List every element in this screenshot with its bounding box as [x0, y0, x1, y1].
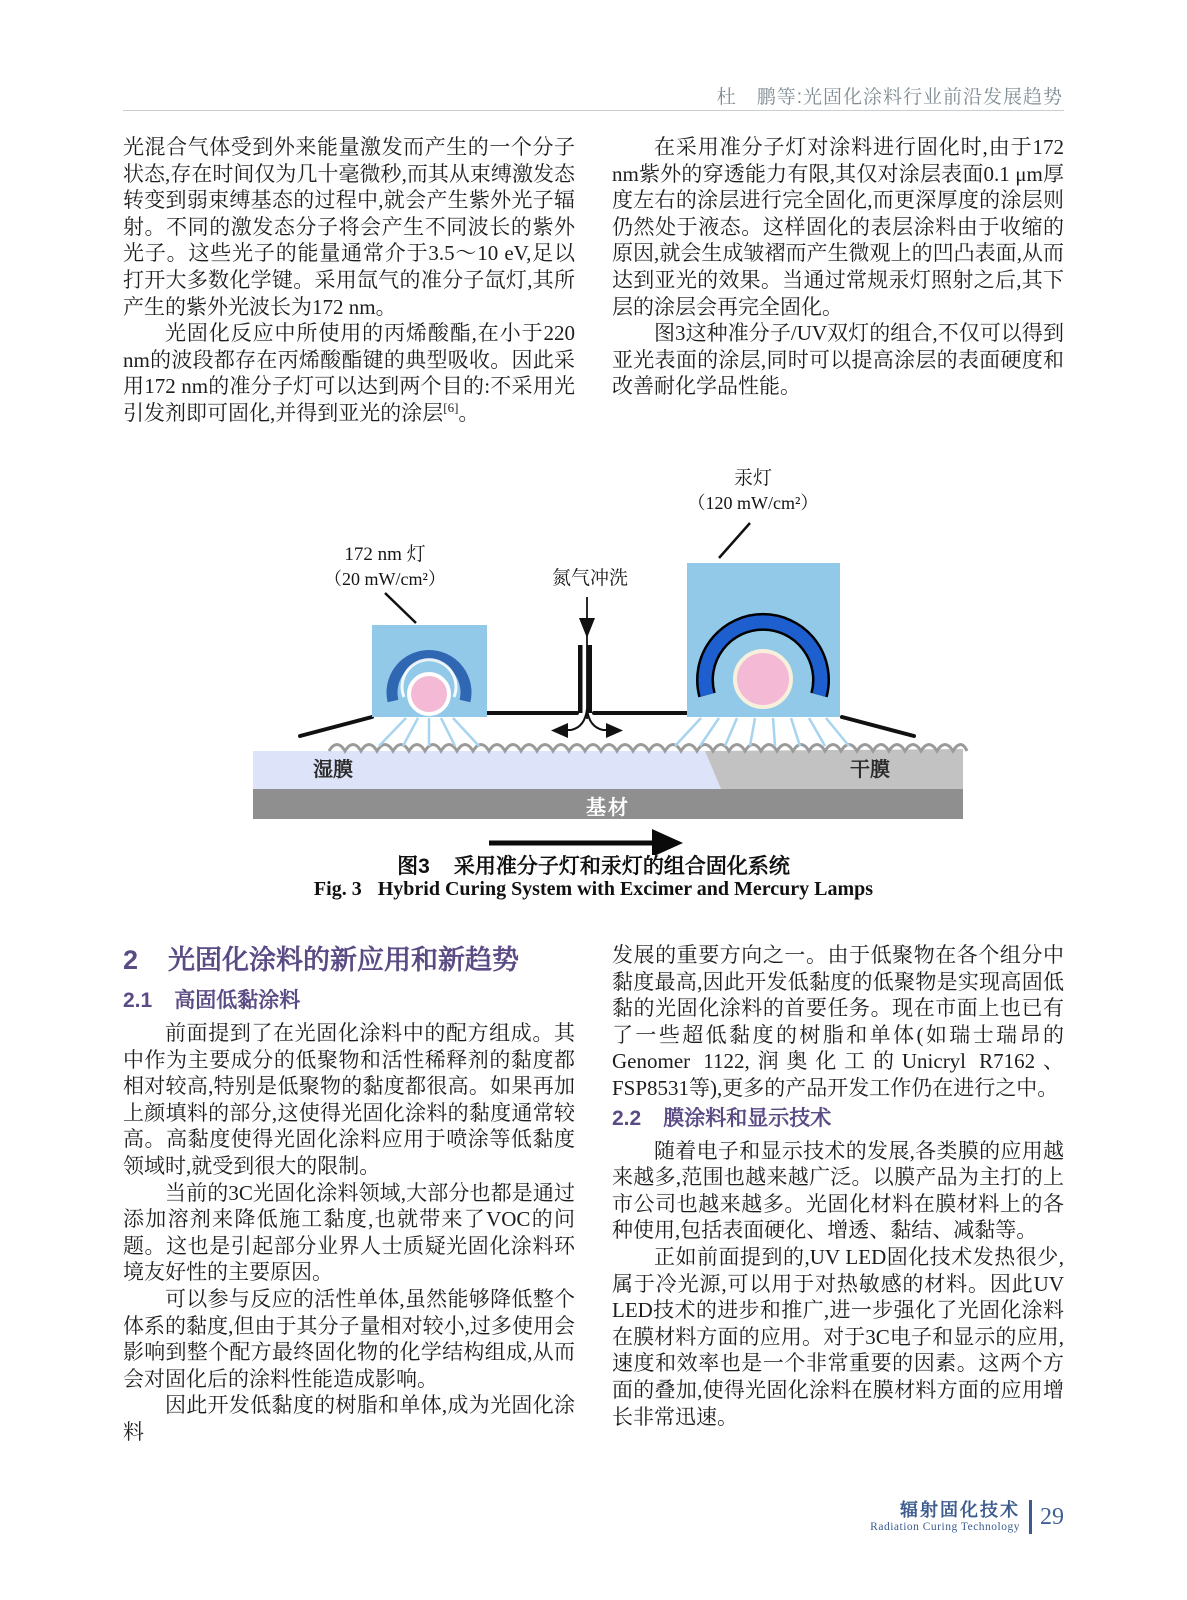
figure-3	[123, 455, 1064, 855]
figure-title-en: Hybrid Curing System with Excimer and Mercury Lamps	[377, 878, 874, 900]
section-title: 光固化涂料的新应用和新趋势	[168, 945, 520, 975]
mercury-lamp-name: 汞灯	[733, 468, 772, 489]
subsection-title: 膜涂料和显示技术	[663, 1106, 832, 1130]
substrate-label: 基材	[586, 797, 630, 819]
mercury-lamp-shape	[687, 563, 840, 717]
paragraph: 正如前面提到的,UV LED固化技术发热很少,属于冷光源,可以用于对热敏感的材料。因此UV LED技术的进步和推广,进一步强化了光固化涂料在膜材料方面的应用。对于3C电子和显示的应用,速度和效率也是一个非常重要的因素。这两个方面的叠加,使得光固化涂料在膜材料方面的应用增长非常迅速。	[612, 1244, 1064, 1429]
mercury-lamp-label	[673, 467, 833, 515]
subsection-number: 2.2	[612, 1106, 642, 1130]
subsection-heading-2-1	[123, 988, 575, 1014]
excimer-lamp-power: （20 mW/cm²）	[324, 569, 446, 589]
running-head: 杜 鹏等:光固化涂料行业前沿发展趋势	[716, 87, 1063, 108]
nitrogen-tube-shape	[551, 597, 623, 738]
footer-divider	[1029, 1500, 1032, 1534]
wavy-surface-line	[329, 745, 967, 752]
excimer-lamp-label	[305, 543, 465, 591]
paragraph: 可以参与反应的活性单体,虽然能够降低整个体系的黏度,但由于其分子量相对较小,过多使用会影响到整个配方最终固化物的化学结构组成,从而会对固化后的涂料性能造成影响。	[123, 1286, 575, 1391]
header-rule	[123, 110, 1064, 111]
paragraph: 发展的重要方向之一。由于低聚物在各个组分中黏度最高,因此开发低黏度的低聚物是实现高固低黏的光固化涂料的首要任务。现在市面上也已有了一些超低黏度的树脂和单体(如瑞士瑞昂的Genomer 1122,润奥化工的Unicryl R7162、FSP8531等),更多的产品开发工作仍在进行之中。	[612, 943, 1064, 1100]
subsection-title: 高固低黏涂料	[174, 989, 301, 1012]
paragraph: 当前的3C光固化涂料领域,大部分也都是通过添加溶剂来降低施工黏度,也就带来了VOC的问题。这也是引起部分业界人士质疑光固化涂料环境友好性的主要原因。	[123, 1180, 575, 1285]
mercury-lamp-power: （120 mW/cm²）	[687, 493, 819, 513]
wet-film-label: 湿膜	[313, 759, 353, 781]
subsection-heading-2-2	[612, 1106, 1064, 1132]
section2-right-column	[612, 942, 1064, 1430]
reference-superscript: [6]	[443, 399, 459, 415]
section-heading-2	[123, 944, 575, 976]
section-number: 2	[123, 945, 139, 975]
paragraph: 图3这种准分子/UV双灯的组合,不仅可以得到亚光表面的涂层,同时可以提高涂层的表面硬度和改善耐化学品性能。	[612, 321, 1064, 399]
figure-caption-zh	[123, 850, 1064, 880]
excimer-lamp-shape	[372, 625, 487, 717]
paragraph: 在采用准分子灯对涂料进行固化时,由于172 nm紫外的穿透能力有限,其仅对涂层表面0.1 μm厚度左右的涂层进行完全固化,而更深厚度的涂层则仍然处于液态。这样固化的表层涂料由于收缩的原因,就会生成皱褶而产生微观上的凹凸表面,从而达到亚光的效果。当通过常规汞灯照射之后,其下层的涂层会再完全固化。	[612, 135, 1064, 319]
journal-name-zh: 辐射固化技术	[900, 1500, 1020, 1520]
figure-title-zh: 采用准分子灯和汞灯的组合固化系统	[453, 855, 790, 878]
paragraph: 前面提到了在光固化涂料中的配方组成。其中作为主要成分的低聚物和活性稀释剂的黏度都相对较高,特别是低聚物的黏度都很高。如果再加上颜填料的部分,这使得光固化涂料的黏度通常较高。高黏度使得光固化涂料应用于喷涂等低黏度领域时,就受到很大的限制。	[123, 1021, 575, 1178]
paragraph: 因此开发低黏度的树脂和单体,成为光固化涂料	[123, 1393, 575, 1444]
mercury-uv-rays	[675, 718, 849, 746]
paragraph	[123, 320, 575, 426]
paragraph: 光混合气体受到外来能量激发而产生的一个分子状态,存在时间仅为几十毫微秒,而其从束缚激发态转变到弱束缚基态的过程中,就会产生紫外光子辐射。不同的激发态分子将会产生不同波长的紫外光子。这些光子的能量通常介于3.5～10 eV,足以打开大多数化学键。采用氙气的准分子氙灯,其所产生的紫外光波长为172 nm。	[123, 135, 575, 319]
journal-name-en: Radiation Curing Technology	[870, 1521, 1020, 1533]
section2-left-column	[123, 942, 575, 1446]
intro-right-column	[612, 134, 1064, 400]
dry-film-label: 干膜	[850, 759, 890, 781]
intro-left-column	[123, 134, 575, 427]
journal-name-block	[870, 1500, 1020, 1534]
page-number: 29	[1040, 1503, 1064, 1530]
nitrogen-purge-label: 氮气冲洗	[551, 568, 628, 589]
figure-number-en: Fig. 3	[313, 878, 362, 900]
page-footer	[123, 1500, 1064, 1534]
paragraph: 随着电子和显示技术的发展,各类膜的应用越来越多,范围也越来越广泛。以膜产品为主打的上市公司也越来越多。光固化材料在膜材料上的各种使用,包括表面硬化、增透、黏结、减黏等。	[612, 1138, 1064, 1243]
excimer-uv-rays	[379, 718, 479, 746]
excimer-lamp-name: 172 nm 灯	[344, 544, 426, 565]
paragraph-text: 。	[458, 400, 480, 425]
subsection-number: 2.1	[123, 989, 153, 1012]
paragraph-text: 光固化反应中所使用的丙烯酸酯,在小于220 nm的波段都存在丙烯酸酯键的典型吸收。因此采用172 nm的准分子灯可以达到两个目的:不采用光引发剂即可固化,并得到亚光的涂层	[123, 321, 575, 425]
figure-caption-en	[123, 878, 1064, 901]
figure-number-zh: 图3	[397, 855, 430, 878]
